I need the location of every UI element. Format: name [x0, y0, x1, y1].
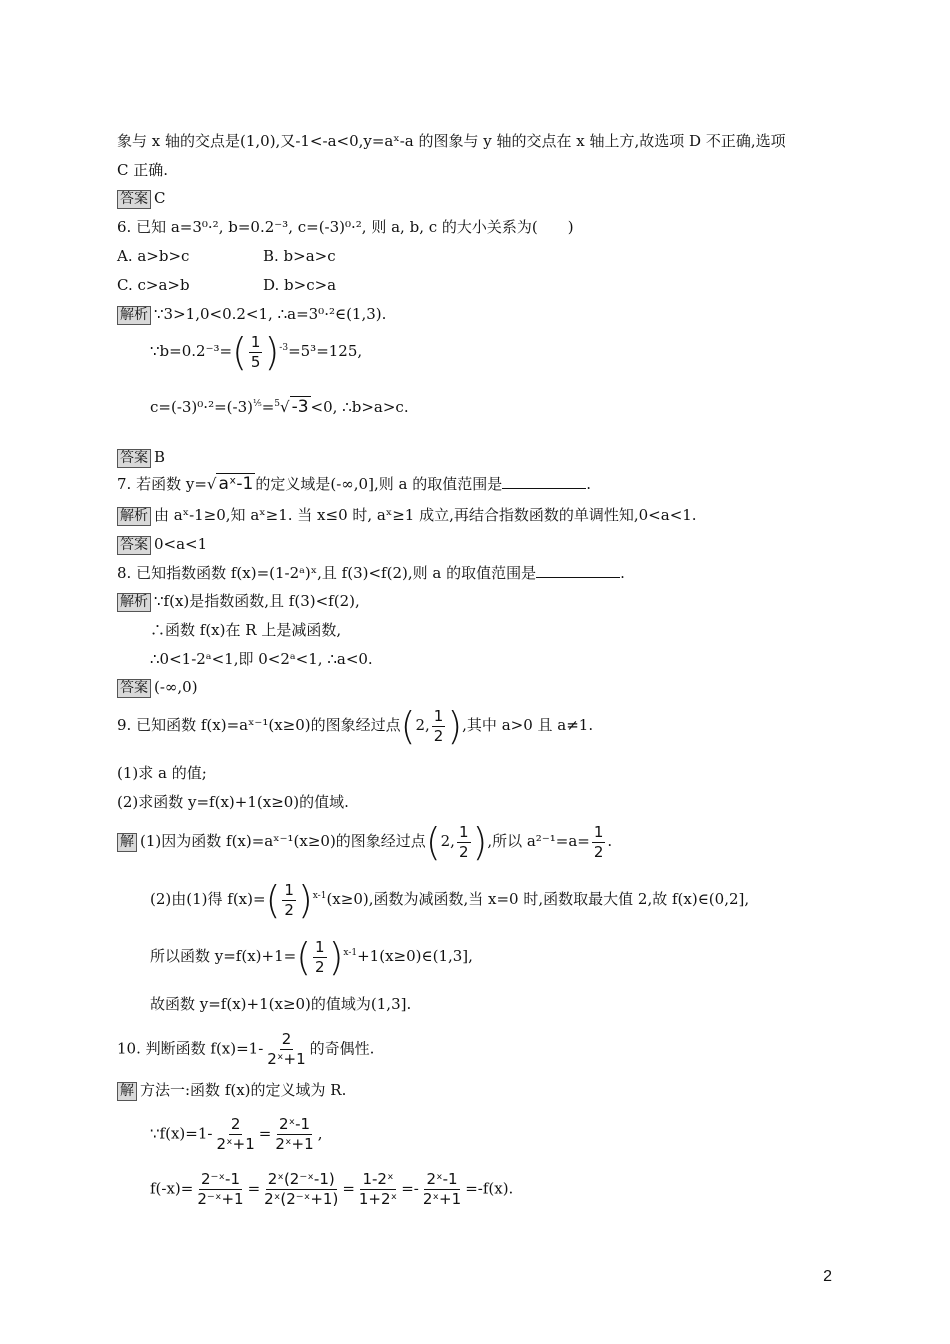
solution-10-line3: f(-x)= $\frac{\text{2⁻ˣ-1}}{\text{2⁻ˣ+1}}$ = $\frac{\text{2ˣ(2⁻ˣ-1)}}{\text{2ˣ(2⁻ˣ+1)}}$ = $\frac{\text{1-2ˣ}}{\text{1+2ˣ}}$ =- $\frac{\text{2ˣ-1}}{\text{2ˣ+1}}$ =-f(x).: [150, 1170, 514, 1208]
answer-tag: 答案: [117, 679, 151, 698]
fraction: $\frac{1}{2}$: [284, 880, 294, 919]
fraction: $\frac{1}{2}$: [458, 822, 469, 861]
solution-6-line1: 解析 ∵3>1,0<0.2<1, ∴a=3⁰·²∈(1,3).: [117, 304, 386, 325]
solution-8-line2: ∴函数 f(x)在 R 上是减函数,: [150, 621, 342, 639]
solution-tag: 解: [117, 833, 137, 852]
question-10: 10. 判断函数 f(x)=1- $\frac{2}{\text{2ˣ+1}}$ 的奇偶性.: [117, 1030, 375, 1068]
solution-10-line2: ∵f(x)=1- $\frac{2}{\text{2ˣ+1}}$ = $\frac{\text{2ˣ-1}}{\text{2ˣ+1}}$ ,: [150, 1115, 323, 1153]
solution-7: 解析 由 aˣ-1≥0,知 aˣ≥1. 当 x≤0 时, aˣ≥1 成立,再结合指数函数的单调性知,0<a<1.: [117, 505, 697, 526]
fraction: $\frac{1}{2}$: [433, 706, 444, 745]
answer-7: 答案 0<a<1: [117, 534, 207, 555]
solution-6-line2: ∵b=0.2⁻³=( $\frac{1}{5}$ )$^{-3}$=5³=125,: [150, 330, 363, 374]
question-8: 8. 已知指数函数 f(x)=(1-2ᵃ)ˣ,且 f(3)<f(2),则 a 的取值范围是 .: [117, 564, 625, 582]
answer-8: 答案 (-∞,0): [117, 677, 198, 698]
fraction: $\frac{2}{\text{2ˣ+1}}$: [267, 1030, 306, 1068]
solution-9-line4: 故函数 y=f(x)+1(x≥0)的值域为(1,3].: [150, 995, 412, 1013]
text-line: C 正确.: [117, 161, 169, 179]
answer-tag: 答案: [117, 449, 151, 468]
question-6: 6. 已知 a=3⁰·², b=0.2⁻³, c=(-3)⁰·², 则 a, b, c 的大小关系为( ): [117, 218, 574, 236]
answer-6: 答案 B: [117, 447, 165, 468]
analysis-tag: 解析: [117, 507, 151, 526]
question-7: 7. 若函数 y=√ aˣ-1 的定义域是(-∞,0],则 a 的取值范围是 .: [117, 474, 591, 494]
answer-tag: 答案: [117, 190, 151, 209]
option-a: A. a>b>c: [117, 247, 190, 265]
fraction: $\frac{\text{2ˣ(2⁻ˣ-1)}}{\text{2ˣ(2⁻ˣ+1)}}$: [264, 1170, 339, 1208]
answer-blank: [536, 577, 620, 578]
fraction: $\frac{2}{\text{2ˣ+1}}$: [216, 1115, 255, 1153]
question-9-part2: (2)求函数 y=f(x)+1(x≥0)的值域.: [117, 793, 349, 811]
solution-8-line3: ∴0<1-2ᵃ<1,即 0<2ᵃ<1, ∴a<0.: [150, 650, 373, 668]
fraction: $\frac{\text{2ˣ-1}}{\text{2ˣ+1}}$: [275, 1115, 314, 1153]
solution-9-line1: 解 (1)因为函数 f(x)=aˣ⁻¹(x≥0)的图象经过点(2, $\frac{1}{2}$ ),所以 a²⁻¹=a= $\frac{1}{2}$ .: [117, 822, 612, 862]
option-d: D. b>c>a: [263, 276, 337, 294]
question-9-part1: (1)求 a 的值;: [117, 764, 207, 782]
fraction: $\frac{1}{5}$: [250, 332, 261, 371]
fraction: $\frac{\text{2ˣ-1}}{\text{2ˣ+1}}$: [422, 1170, 462, 1208]
answer-blank: [502, 488, 586, 489]
text-line: 象与 x 轴的交点是(1,0),又-1<-a<0,y=aˣ-a 的图象与 y 轴的交点在 x 轴上方,故选项 D 不正确,选项: [117, 132, 786, 150]
answer-5: 答案 C: [117, 188, 165, 209]
analysis-tag: 解析: [117, 593, 151, 612]
analysis-tag: 解析: [117, 306, 151, 325]
question-9: 9. 已知函数 f(x)=aˣ⁻¹(x≥0)的图象经过点(2, $\frac{1}{2}$ ),其中 a>0 且 a≠1.: [117, 704, 594, 748]
option-b: B. b>a>c: [263, 247, 336, 265]
option-c: C. c>a>b: [117, 276, 190, 294]
fraction: $\frac{1}{2}$: [593, 822, 604, 861]
solution-9-line2: (2)由(1)得 f(x)=( $\frac{1}{2}$ )$^{x-1}$(x≥0),函数为减函数,当 x=0 时,函数取最大值 2,故 f(x)∈(0,2],: [150, 878, 750, 922]
solution-8-line1: 解析 ∵f(x)是指数函数,且 f(3)<f(2),: [117, 591, 360, 612]
page-number: 2: [823, 1268, 832, 1285]
solution-tag: 解: [117, 1082, 137, 1101]
fraction: $\frac{\text{1-2ˣ}}{\text{1+2ˣ}}$: [358, 1170, 398, 1208]
solution-6-line3: $c=(-3)^0\cdot^2=(-3)^{\frac{1}{5}}=^5√$ -3 <0, ∴b>a>c.: [150, 397, 409, 417]
answer-tag: 答案: [117, 536, 151, 555]
solution-10-line1: 解 方法一:函数 f(x)的定义域为 R.: [117, 1080, 346, 1101]
solution-9-line3: 所以函数 y=f(x)+1=( $\frac{1}{2}$ )$^{x-1}$+1(x≥0)∈(1,3],: [150, 935, 473, 979]
fraction: $\frac{1}{2}$: [315, 937, 325, 976]
fraction: $\frac{\text{2⁻ˣ-1}}{\text{2⁻ˣ+1}}$: [197, 1170, 244, 1208]
